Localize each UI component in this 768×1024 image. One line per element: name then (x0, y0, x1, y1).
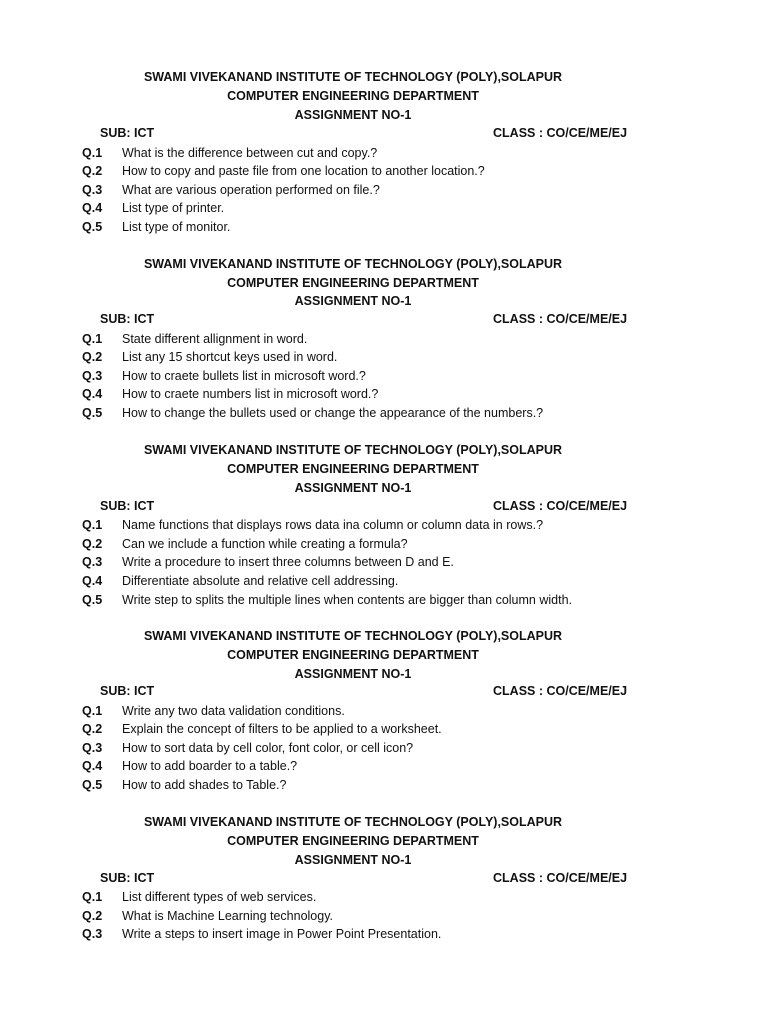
question-row (0, 553, 768, 571)
question-row (0, 925, 768, 943)
question-number: Q.2 (82, 537, 103, 551)
question-number: Q.1 (82, 890, 103, 904)
question-row (0, 776, 768, 794)
question-number: Q.1 (82, 332, 103, 346)
department-title: COMPUTER ENGINEERING DEPARTMENT (227, 462, 479, 476)
question-row (0, 181, 768, 199)
class-label: CLASS : CO/CE/ME/EJ (493, 684, 628, 698)
question-number: Q.4 (82, 574, 103, 588)
class-label: CLASS : CO/CE/ME/EJ (493, 871, 628, 885)
institute-title: SWAMI VIVEKANAND INSTITUTE OF TECHNOLOGY (POLY),SOLAPUR (143, 443, 563, 457)
question-row (0, 535, 768, 553)
question-number: Q.3 (82, 741, 103, 755)
question-number: Q.4 (82, 387, 103, 401)
question-row (0, 330, 768, 348)
institute-title: SWAMI VIVEKANAND INSTITUTE OF TECHNOLOGY (POLY),SOLAPUR (143, 257, 563, 271)
department-title: COMPUTER ENGINEERING DEPARTMENT (227, 648, 479, 662)
question-row (0, 572, 768, 590)
question-number: Q.5 (82, 778, 103, 792)
question-text: Write a steps to insert image in Power Point Presentation. (122, 927, 442, 941)
assignment-title: ASSIGNMENT NO-1 (294, 481, 412, 495)
question-text: List type of printer. (122, 201, 225, 215)
question-row (0, 348, 768, 366)
question-number: Q.4 (82, 759, 103, 773)
class-label: CLASS : CO/CE/ME/EJ (493, 499, 628, 513)
subject-label: SUB: ICT (100, 499, 155, 513)
question-text: How to add boarder to a table.? (122, 759, 298, 773)
question-text: Name functions that displays rows data ina column or column data in rows.? (122, 518, 544, 532)
subject-label: SUB: ICT (100, 312, 155, 326)
question-row (0, 516, 768, 534)
question-text: What is Machine Learning technology. (122, 909, 333, 923)
assignment-title: ASSIGNMENT NO-1 (294, 108, 412, 122)
question-row (0, 385, 768, 403)
question-number: Q.3 (82, 927, 103, 941)
subject-label: SUB: ICT (100, 126, 155, 140)
question-number: Q.5 (82, 220, 103, 234)
question-row (0, 404, 768, 422)
institute-title: SWAMI VIVEKANAND INSTITUTE OF TECHNOLOGY (POLY),SOLAPUR (143, 815, 563, 829)
subject-label: SUB: ICT (100, 684, 155, 698)
question-text: What is the difference between cut and copy.? (122, 146, 378, 160)
question-row (0, 591, 768, 609)
department-title: COMPUTER ENGINEERING DEPARTMENT (227, 276, 479, 290)
question-row (0, 199, 768, 217)
question-row (0, 702, 768, 720)
question-number: Q.2 (82, 722, 103, 736)
question-row (0, 720, 768, 738)
question-text: How to sort data by cell color, font color, or cell icon? (122, 741, 414, 755)
question-number: Q.3 (82, 369, 103, 383)
question-text: How to craete bullets list in microsoft word.? (122, 369, 366, 383)
question-text: Differentiate absolute and relative cell addressing. (122, 574, 399, 588)
question-row (0, 739, 768, 757)
question-row (0, 144, 768, 162)
question-number: Q.1 (82, 518, 103, 532)
assignment-title: ASSIGNMENT NO-1 (294, 667, 412, 681)
question-text: How to add shades to Table.? (122, 778, 287, 792)
question-number: Q.5 (82, 406, 103, 420)
question-row (0, 888, 768, 906)
question-row (0, 907, 768, 925)
assignment-title: ASSIGNMENT NO-1 (294, 294, 412, 308)
question-text: Can we include a function while creating a formula? (122, 537, 408, 551)
question-text: How to copy and paste file from one location to another location.? (122, 164, 485, 178)
department-title: COMPUTER ENGINEERING DEPARTMENT (227, 89, 479, 103)
institute-title: SWAMI VIVEKANAND INSTITUTE OF TECHNOLOGY (POLY),SOLAPUR (143, 629, 563, 643)
institute-title: SWAMI VIVEKANAND INSTITUTE OF TECHNOLOGY (POLY),SOLAPUR (143, 70, 563, 84)
question-number: Q.3 (82, 555, 103, 569)
question-text: What are various operation performed on file.? (122, 183, 380, 197)
question-number: Q.1 (82, 704, 103, 718)
question-number: Q.2 (82, 164, 103, 178)
question-text: How to craete numbers list in microsoft word.? (122, 387, 379, 401)
question-row (0, 218, 768, 236)
class-label: CLASS : CO/CE/ME/EJ (493, 312, 628, 326)
question-text: Write any two data validation conditions. (122, 704, 345, 718)
question-text: How to change the bullets used or change the appearance of the numbers.? (122, 406, 544, 420)
question-row (0, 367, 768, 385)
question-text: Explain the concept of filters to be applied to a worksheet. (122, 722, 442, 736)
subject-label: SUB: ICT (100, 871, 155, 885)
question-text: State different allignment in word. (122, 332, 308, 346)
question-text: List any 15 shortcut keys used in word. (122, 350, 338, 364)
department-title: COMPUTER ENGINEERING DEPARTMENT (227, 834, 479, 848)
question-text: Write step to splits the multiple lines when contents are bigger than column width. (122, 593, 572, 607)
class-label: CLASS : CO/CE/ME/EJ (493, 126, 628, 140)
question-number: Q.2 (82, 350, 103, 364)
question-number: Q.5 (82, 593, 103, 607)
assignment-title: ASSIGNMENT NO-1 (294, 853, 412, 867)
question-number: Q.2 (82, 909, 103, 923)
question-text: List different types of web services. (122, 890, 317, 904)
question-number: Q.4 (82, 201, 103, 215)
question-text: Write a procedure to insert three columns between D and E. (122, 555, 454, 569)
question-number: Q.1 (82, 146, 103, 160)
question-row (0, 162, 768, 180)
question-text: List type of monitor. (122, 220, 231, 234)
question-number: Q.3 (82, 183, 103, 197)
question-row (0, 757, 768, 775)
